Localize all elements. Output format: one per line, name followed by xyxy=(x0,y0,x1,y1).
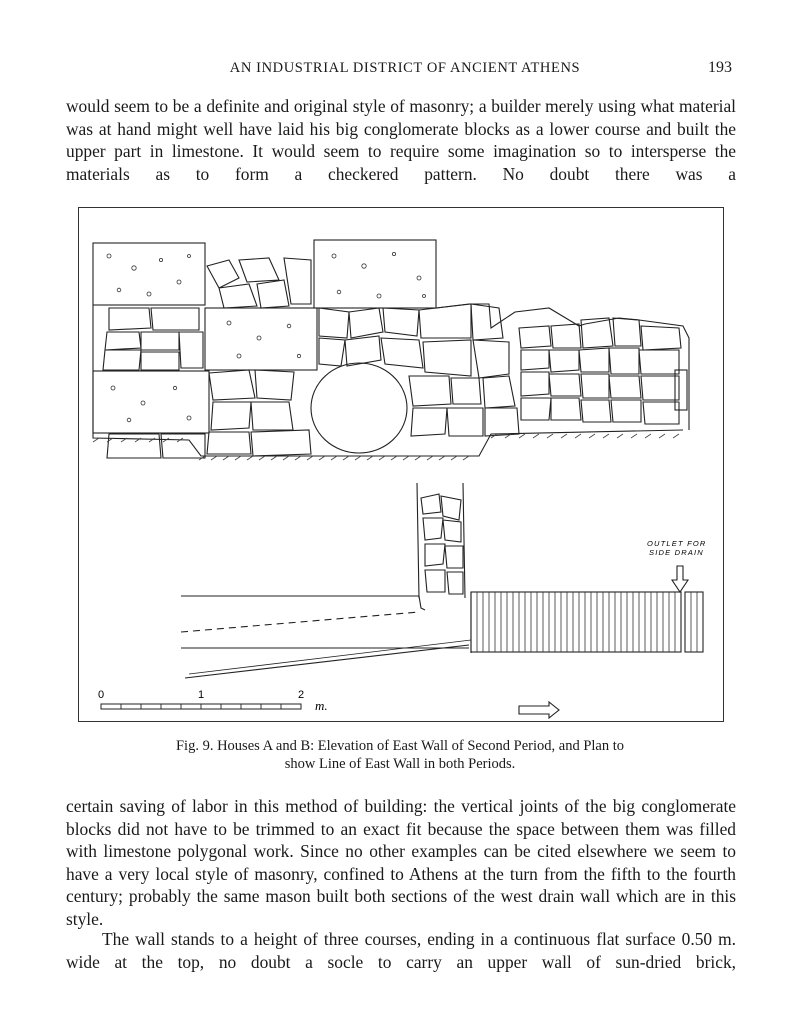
caption-line-2: show Line of East Wall in both Periods. xyxy=(284,756,516,772)
scale-label-1: 1 xyxy=(197,689,205,701)
scale-bar xyxy=(98,689,328,713)
outlet-annotation-line1: OUTLET FOR xyxy=(647,539,707,548)
conglomerate-block xyxy=(93,371,209,433)
paragraph-2: certain saving of labor in this method of building: the vertical joints of the big conglomerate blocks did not have to be trimmed to an exact fit because the space between them was filled with limestone polygonal work. Since no other examples can be cited elsewhere we seem to have a very local style of masonry, confined to Athens at the turn from the fifth to the fourth century; probably the same mason built both sections of the west drain wall which are in this style. xyxy=(66,796,736,929)
large-boulder xyxy=(311,363,407,453)
plan-drawing xyxy=(181,483,703,718)
scale-label-0: 0 xyxy=(97,689,105,701)
plan-hatching xyxy=(477,592,697,652)
figure-caption xyxy=(100,737,700,773)
running-title: AN INDUSTRIAL DISTRICT OF ANCIENT ATHENS xyxy=(229,60,581,76)
scale-label-2: 2 xyxy=(297,689,305,701)
conglomerate-block xyxy=(314,240,436,308)
paragraph-3: The wall stands to a height of three courses, ending in a continuous flat surface 0.50 m. wide at the top, no doubt a socle to carry an upper wall of sun-dried brick, xyxy=(66,929,736,972)
masonry-elevation xyxy=(93,240,689,458)
figure-9-frame xyxy=(78,207,724,722)
conglomerate-texture xyxy=(107,252,426,421)
scale-unit: m. xyxy=(315,698,328,713)
figure-9-drawing xyxy=(79,208,725,723)
caption-line-1: Fig. 9. Houses A and B: Elevation of East Wall of Second Period, and Plan to xyxy=(175,738,625,754)
outlet-annotation-line2: SIDE DRAIN xyxy=(649,548,704,557)
page-number: 193 xyxy=(708,59,732,76)
paragraph-1: would seem to be a definite and original style of masonry; a builder merely using what material was at hand might well have laid his big conglomerate blocks as a lower course and built the upper part in limestone. It would seem to require some imagination so to intersperse the materials as to form a checkered pattern. No doubt there was a xyxy=(66,96,736,184)
